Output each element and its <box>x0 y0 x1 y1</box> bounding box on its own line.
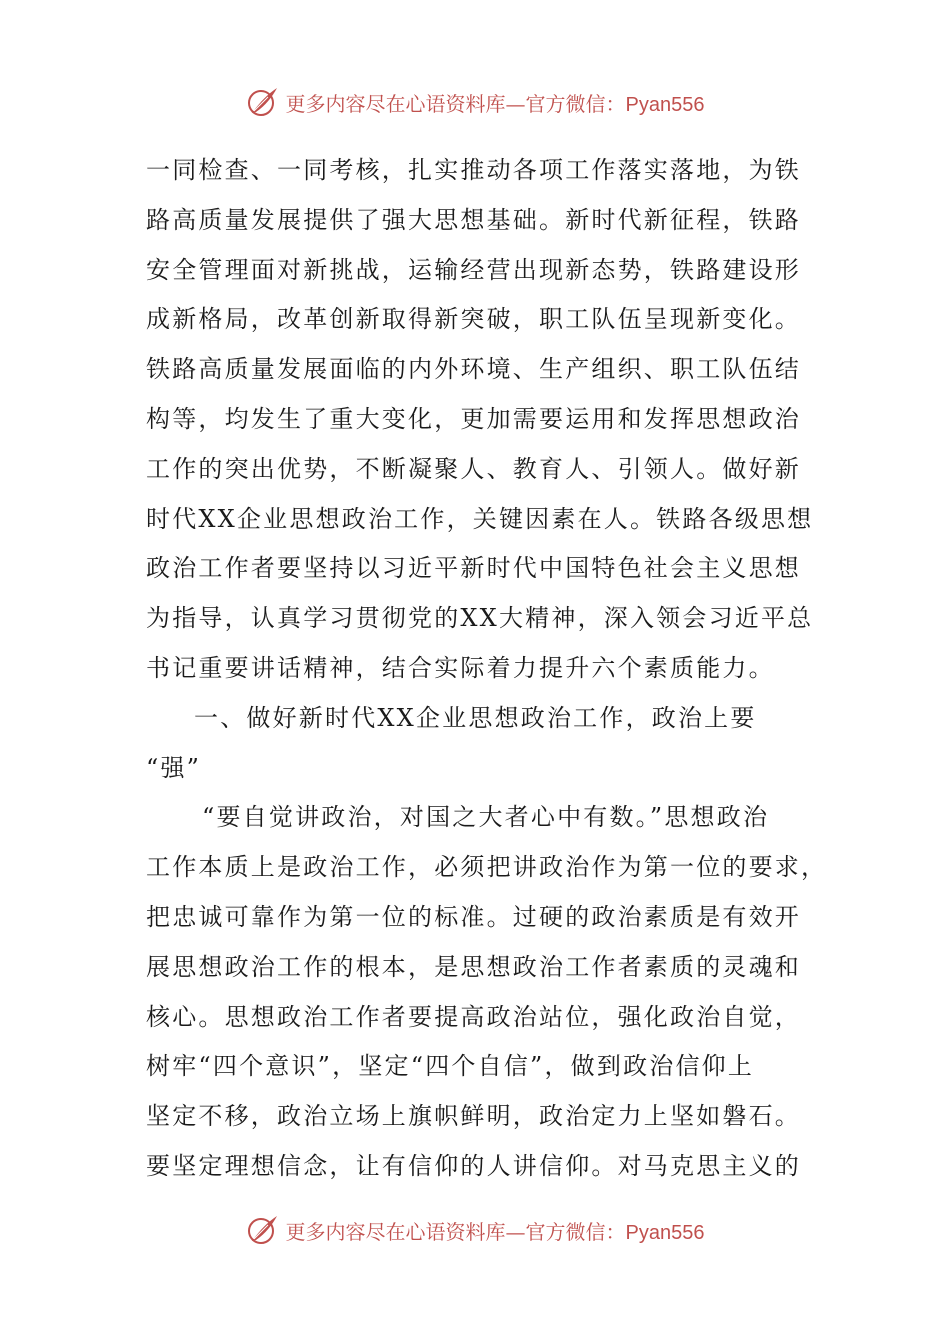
paragraph-start: “要自觉讲政治，对国之大者心中有数。”思想政治 <box>202 803 770 832</box>
banner-label: 更多内容尽在心语资料库—官方微信： <box>285 91 626 116</box>
text-line: 工作本质上是政治工作，必须把讲政治作为第一位的要求， <box>146 853 828 882</box>
text-line: 核心。思想政治工作者要提高政治站位，强化政治自觉， <box>146 1002 801 1031</box>
text-line: 时代XX企业思想政治工作，关键因素在人。铁路各级思想 <box>146 504 814 533</box>
footer-banner <box>0 1210 950 1250</box>
wechat-id: Pyan556 <box>625 1221 705 1244</box>
section-heading-cont: “强” <box>146 753 202 782</box>
text-line: 成新格局，改革创新取得新突破，职工队伍呈现新变化。 <box>146 305 801 334</box>
text-line: 政治工作者要坚持以习近平新时代中国特色社会主义思想 <box>146 554 801 583</box>
text-line: 书记重要讲话精神，结合实际着力提升六个素质能力。 <box>146 653 775 682</box>
wechat-id: Pyan556 <box>625 93 705 116</box>
document-body <box>146 146 828 1192</box>
text-line: 为指导，认真学习贯彻党的XX大精神，深入领会习近平总 <box>146 604 814 633</box>
text-line: 铁路高质量发展面临的内外环境、生产组织、职工队伍结 <box>146 355 801 384</box>
text-line: 构等，均发生了重大变化，更加需要运用和发挥思想政治 <box>146 404 801 433</box>
banner-text <box>286 88 705 117</box>
text-line: 坚定不移，政治立场上旗帜鲜明，政治定力上坚如磐石。 <box>146 1102 801 1131</box>
header-banner <box>0 82 950 122</box>
feather-pen-logo-icon <box>246 1213 280 1247</box>
section-heading: 一、做好新时代XX企业思想政治工作，政治上要 <box>194 703 757 732</box>
text-line: 路高质量发展提供了强大思想基础。新时代新征程，铁路 <box>146 205 801 234</box>
banner-label: 更多内容尽在心语资料库—官方微信： <box>285 1219 626 1244</box>
text-line: 工作的突出优势，不断凝聚人、教育人、引领人。做好新 <box>146 454 801 483</box>
text-line: 树牢“四个意识”，坚定“四个自信”，做到政治信仰上 <box>146 1052 755 1081</box>
text-line: 安全管理面对新挑战，运输经营出现新态势，铁路建设形 <box>146 255 801 284</box>
text-line: 一同检查、一同考核，扎实推动各项工作落实落地，为铁 <box>146 156 801 184</box>
feather-pen-logo-icon <box>246 85 280 119</box>
text-line: 展思想政治工作的根本，是思想政治工作者素质的灵魂和 <box>146 952 801 981</box>
text-line: 把忠诚可靠作为第一位的标准。过硬的政治素质是有效开 <box>146 902 801 931</box>
text-line: 要坚定理想信念，让有信仰的人讲信仰。对马克思主义的 <box>146 1151 801 1180</box>
banner-text <box>286 1216 705 1245</box>
